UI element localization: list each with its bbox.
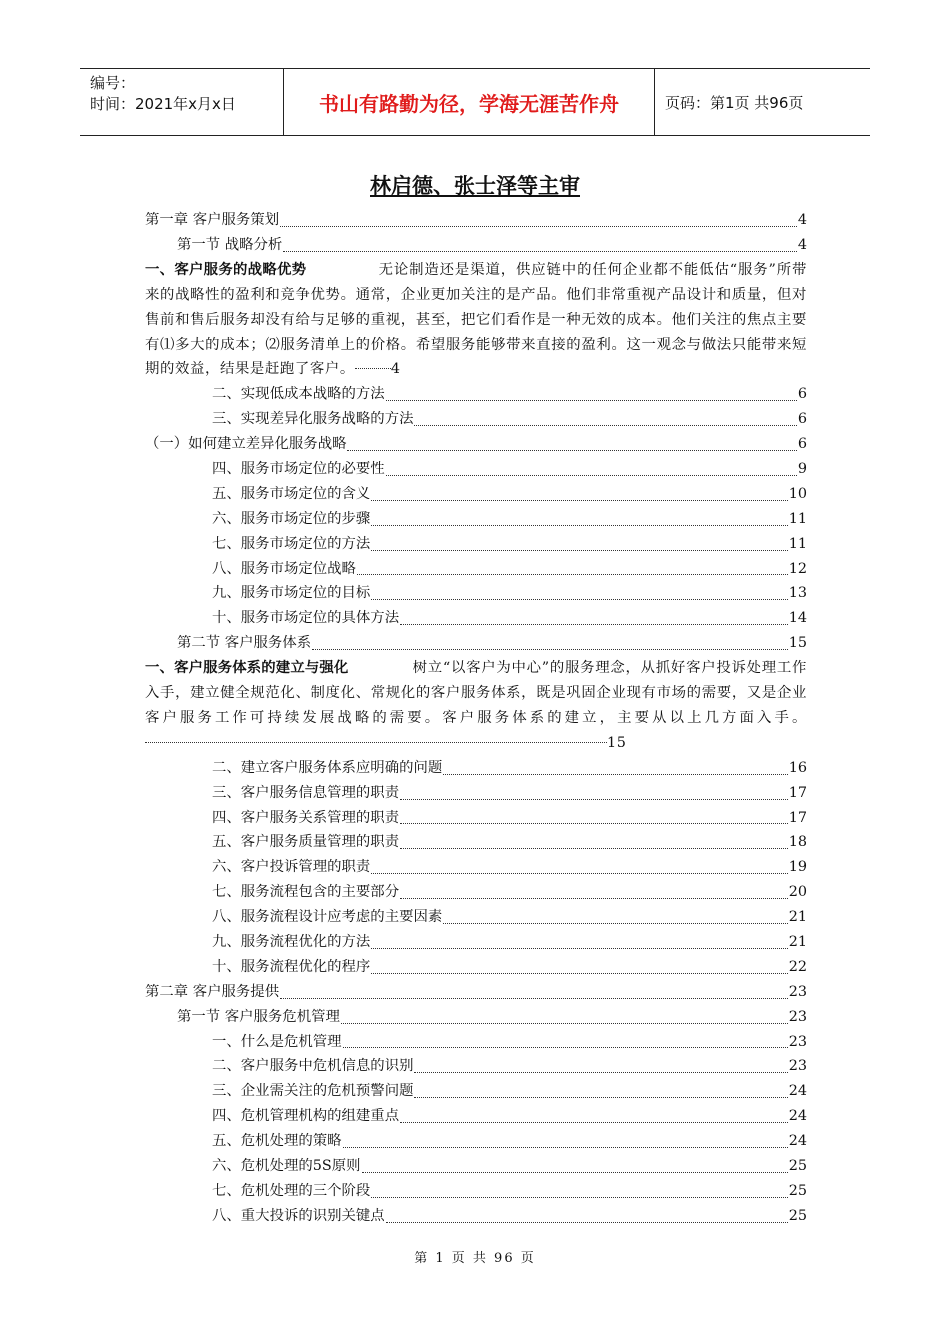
toc-entry-text: 四、客户服务关系管理的职责 [212, 809, 400, 826]
toc-entry-text: 五、危机处理的策略 [212, 1133, 342, 1150]
toc-entry-text: 四、服务市场定位的必要性 [212, 460, 385, 477]
toc-entry-text: 三、企业需关注的危机预警问题 [212, 1083, 414, 1100]
dot-leader [280, 226, 797, 227]
toc-entry[interactable] [145, 980, 807, 1005]
toc-page-number: 11 [788, 535, 807, 552]
dot-leader [347, 450, 796, 451]
toc-entry[interactable] [145, 930, 807, 955]
toc-page-number: 11 [788, 510, 807, 527]
toc-page-number: 15 [607, 734, 627, 751]
toc-page-number: 23 [788, 1008, 807, 1025]
page-footer: 第 1 页 共 96 页 [414, 1251, 536, 1266]
toc-page-number: 22 [788, 958, 807, 975]
dot-leader [355, 368, 391, 369]
toc-page-number: 13 [788, 585, 807, 602]
toc-entry[interactable] [145, 457, 807, 482]
dot-leader [400, 799, 788, 800]
header-page-info: 页码：第1页 共96页 [665, 93, 804, 112]
toc-paragraph-body: 树立“以客户为中心”的服务理念，从抓好客户投诉处理工作入手，建立健全规范化、制度化、常规化的客户服务体系，既是巩固企业现有市场的需要，又是企业客户服务工作可持续发展战略的需要。客户服务体系的建立，主要从以上几方面入手。 [145, 660, 807, 726]
toc-entry[interactable] [145, 507, 807, 532]
dot-leader [312, 649, 788, 650]
toc-entry[interactable] [145, 432, 807, 457]
header-motto: 书山有路勤为径，学海无涯苦作舟 [283, 69, 655, 135]
dot-leader [400, 1122, 788, 1123]
toc-entry[interactable] [145, 1204, 807, 1229]
dot-leader [371, 599, 787, 600]
toc-page-number: 16 [788, 759, 807, 776]
toc-entry-text: 四、危机管理机构的组建重点 [212, 1108, 400, 1125]
dot-leader [400, 624, 788, 625]
toc-entry[interactable] [145, 382, 807, 407]
dot-leader [343, 1147, 788, 1148]
toc-entry[interactable] [145, 631, 807, 656]
toc-entry-text: 六、客户投诉管理的职责 [212, 859, 371, 876]
toc-entry-text: 八、服务流程设计应考虑的主要因素 [212, 909, 443, 926]
dot-leader [371, 973, 787, 974]
document-title: 林启德、张士泽等主审 [370, 174, 580, 198]
toc-page-number: 4 [797, 236, 807, 253]
dot-leader [371, 1197, 787, 1198]
toc-page-number: 17 [788, 809, 807, 826]
toc-entry-text: 七、服务流程包含的主要部分 [212, 884, 400, 901]
dot-leader [414, 1097, 787, 1098]
toc-page-number: 15 [788, 635, 807, 652]
toc-entry-text: 二、客户服务中危机信息的识别 [212, 1058, 414, 1075]
toc-entry[interactable] [145, 830, 807, 855]
toc-entry-text: 十、服务流程优化的程序 [212, 958, 371, 975]
toc-entry-text: 六、危机处理的5S原则 [212, 1157, 361, 1174]
dot-leader [283, 251, 797, 252]
toc-page-number: 6 [797, 411, 807, 428]
toc-entry-text: 第一节 战略分析 [177, 236, 283, 253]
toc-page-number: 21 [788, 933, 807, 950]
toc-page-number: 23 [788, 1058, 807, 1075]
dot-leader [371, 550, 787, 551]
toc-page-number: 4 [390, 361, 401, 378]
dot-leader [443, 923, 787, 924]
toc-entry[interactable] [145, 581, 807, 606]
dot-leader [400, 898, 788, 899]
toc-entry[interactable] [145, 756, 807, 781]
toc-entry-text: 二、实现低成本战略的方法 [212, 386, 385, 403]
toc-entry[interactable] [145, 955, 807, 980]
toc-entry[interactable] [145, 806, 807, 831]
toc-page-number: 23 [788, 983, 807, 1000]
toc-page-number: 20 [788, 884, 807, 901]
toc-page-number: 17 [788, 784, 807, 801]
dot-leader [145, 742, 607, 743]
toc-entry-text: 九、服务流程优化的方法 [212, 933, 371, 950]
dot-leader [371, 525, 787, 526]
toc-entry[interactable] [145, 855, 807, 880]
toc-page-number: 25 [788, 1207, 807, 1224]
dot-leader [341, 1023, 788, 1024]
toc-entry-text: 六、服务市场定位的步骤 [212, 510, 371, 527]
number-label: 编号： [90, 74, 136, 92]
dot-leader [362, 1172, 788, 1173]
toc-entry[interactable] [145, 1054, 807, 1079]
toc-page-number: 24 [788, 1083, 807, 1100]
toc-entry-text: 九、服务市场定位的目标 [212, 585, 371, 602]
toc-entry[interactable] [145, 1129, 807, 1154]
toc-entry[interactable] [145, 407, 807, 432]
page-header [80, 68, 870, 136]
toc-entry-text: 八、服务市场定位战略 [212, 560, 356, 577]
toc-entry-text: 三、实现差异化服务战略的方法 [212, 411, 414, 428]
toc-entry-text: 第一节 客户服务危机管理 [177, 1008, 340, 1025]
toc-paragraph-body: 无论制造还是渠道，供应链中的任何企业都不能低估“服务”所带来的战略性的盈利和竞争优势。通常，企业更加关注的是产品。他们非常重视产品设计和质量，但对售前和售后服务却没有给与足够的重视，甚至，把它们看作是一种无效的成本。他们关注的焦点主要有⑴多大的成本；⑵服务清单上的价格。希望服务能够带来直接的盈利。这一观念与做法只能带来短期的效益，结果是赶跑了客户。 [145, 261, 807, 378]
toc-entry-text: 二、建立客户服务体系应明确的问题 [212, 759, 443, 776]
time-label: 时间：2021年x月x日 [90, 95, 236, 113]
dot-leader [400, 848, 788, 849]
toc-page-number: 23 [788, 1033, 807, 1050]
toc-page-number: 6 [797, 436, 807, 453]
toc-page-number: 14 [788, 610, 807, 627]
toc-page-number: 24 [788, 1108, 807, 1125]
toc-entry-text: 第二节 客户服务体系 [177, 635, 312, 652]
toc-entry-text: 第二章 客户服务提供 [145, 983, 280, 1000]
toc-entry-text: 五、客户服务质量管理的职责 [212, 834, 400, 851]
dot-leader [414, 425, 796, 426]
toc-page-number: 25 [788, 1157, 807, 1174]
dot-leader [357, 574, 788, 575]
dot-leader [371, 873, 787, 874]
toc-entry[interactable] [145, 557, 807, 582]
toc-entry-text: 三、客户服务信息管理的职责 [212, 784, 400, 801]
toc-paragraph-entry[interactable] [145, 656, 807, 756]
toc-entry[interactable] [145, 1079, 807, 1104]
toc-entry[interactable] [145, 1030, 807, 1055]
toc-entry-text: 一、什么是危机管理 [212, 1033, 342, 1050]
toc-entry[interactable] [145, 208, 807, 233]
toc-page-number: 4 [797, 212, 807, 228]
toc-entry-text: 八、重大投诉的识别关键点 [212, 1207, 385, 1224]
toc-paragraph-entry[interactable] [145, 258, 807, 383]
dot-leader [343, 1047, 788, 1048]
dot-leader [443, 774, 787, 775]
toc-entry-text: 第一章 客户服务策划 [145, 212, 280, 228]
toc-entry[interactable] [145, 1104, 807, 1129]
toc-entry[interactable] [145, 482, 807, 507]
toc-entry-text: 七、危机处理的三个阶段 [212, 1182, 371, 1199]
toc-entry-text: （一）如何建立差异化服务战略 [145, 436, 347, 453]
toc-entry[interactable] [145, 1005, 807, 1030]
toc-page-number: 10 [788, 485, 807, 502]
toc-page-number: 6 [797, 386, 807, 403]
toc-page-number: 24 [788, 1133, 807, 1150]
toc-page-number: 18 [788, 834, 807, 851]
toc-page-number: 25 [788, 1182, 807, 1199]
toc-page-number: 19 [788, 859, 807, 876]
toc-entry[interactable] [145, 1179, 807, 1204]
table-of-contents [145, 208, 807, 1229]
dot-leader [414, 1072, 787, 1073]
toc-entry-text: 五、服务市场定位的含义 [212, 485, 371, 502]
toc-entry[interactable] [145, 880, 807, 905]
toc-entry[interactable] [145, 905, 807, 930]
toc-paragraph-heading: 一、客户服务体系的建立与强化 [145, 660, 349, 677]
toc-entry-text: 七、服务市场定位的方法 [212, 535, 371, 552]
toc-page-number: 9 [797, 460, 807, 477]
dot-leader [371, 948, 787, 949]
toc-paragraph-heading: 一、客户服务的战略优势 [145, 261, 307, 278]
dot-leader [386, 1222, 788, 1223]
toc-page-number: 21 [788, 909, 807, 926]
dot-leader [400, 823, 788, 824]
dot-leader [371, 500, 787, 501]
toc-entry[interactable] [145, 781, 807, 806]
toc-entry[interactable] [145, 233, 807, 258]
header-meta [80, 69, 283, 135]
dot-leader [386, 475, 797, 476]
toc-entry-text: 十、服务市场定位的具体方法 [212, 610, 400, 627]
toc-entry[interactable] [145, 606, 807, 631]
toc-entry[interactable] [145, 1154, 807, 1179]
dot-leader [386, 400, 797, 401]
dot-leader [280, 998, 788, 999]
toc-page-number: 12 [788, 560, 807, 577]
toc-entry[interactable] [145, 532, 807, 557]
